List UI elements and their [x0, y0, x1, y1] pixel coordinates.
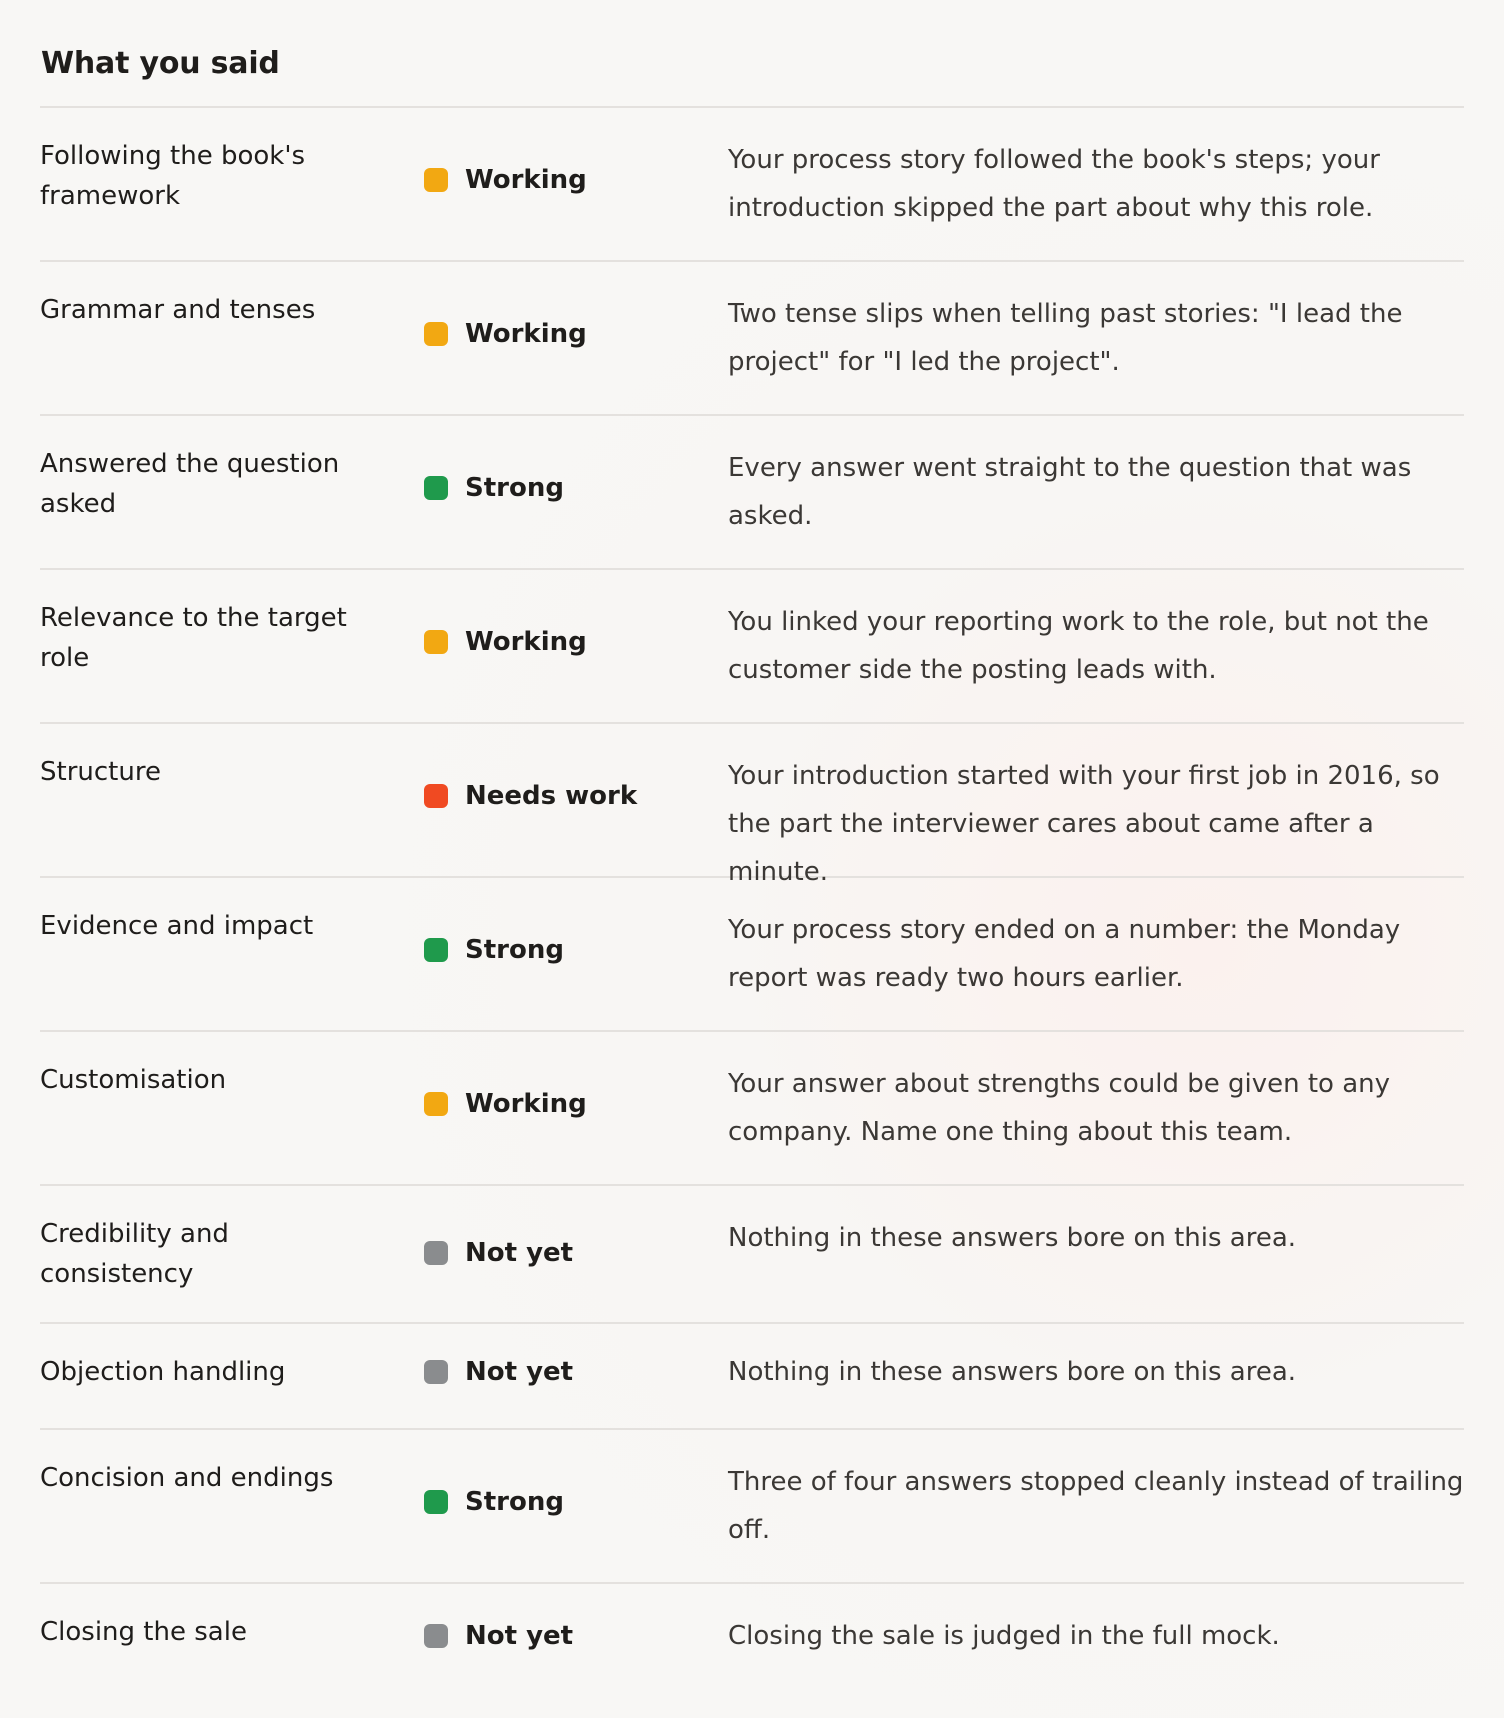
- status-badge: [424, 1233, 573, 1273]
- status-label: Working: [465, 627, 587, 657]
- status-label: Strong: [465, 473, 564, 503]
- status-badge: [424, 1084, 587, 1124]
- feedback-row: [40, 1186, 1464, 1324]
- status-dot-icon: [424, 630, 448, 654]
- status-label: Not yet: [465, 1357, 574, 1387]
- feedback-row: [40, 878, 1464, 1032]
- criterion-label: Answered the question asked: [40, 449, 340, 519]
- feedback-note: Your process story ended on a number: the Monday report was ready two hours earlier.: [728, 915, 1401, 993]
- feedback-row: [40, 1324, 1464, 1430]
- status-dot-icon: [424, 1241, 448, 1265]
- criterion-label: Customisation: [40, 1065, 227, 1095]
- feedback-row: [40, 416, 1464, 570]
- criterion-label: Following the book's framework: [40, 141, 306, 211]
- feedback-note: Nothing in these answers bore on this area.: [728, 1357, 1297, 1387]
- status-badge: [424, 1482, 564, 1522]
- criterion-label: Grammar and tenses: [40, 295, 316, 325]
- feedback-row: [40, 570, 1464, 724]
- feedback-note: Your answer about strengths could be given to any company. Name one thing about this team.: [728, 1069, 1390, 1147]
- status-dot-icon: [424, 476, 448, 500]
- feedback-note: You linked your reporting work to the role, but not the customer side the posting leads with.: [728, 607, 1429, 685]
- status-badge: [424, 776, 637, 816]
- feedback-note: Every answer went straight to the question that was asked.: [728, 453, 1412, 531]
- status-badge: [424, 468, 564, 508]
- status-label: Working: [465, 165, 587, 195]
- status-dot-icon: [424, 938, 448, 962]
- status-dot-icon: [424, 1360, 448, 1384]
- status-badge: [424, 622, 587, 662]
- status-label: Working: [465, 1089, 587, 1119]
- feedback-note: Three of four answers stopped cleanly instead of trailing off.: [728, 1467, 1464, 1545]
- criterion-label: Evidence and impact: [40, 911, 314, 941]
- status-dot-icon: [424, 1624, 448, 1648]
- status-dot-icon: [424, 1490, 448, 1514]
- feedback-row: [40, 1584, 1464, 1690]
- status-badge: [424, 314, 587, 354]
- feedback-row: [40, 108, 1464, 262]
- status-label: Not yet: [465, 1621, 574, 1651]
- feedback-note: Two tense slips when telling past stories: "I lead the project" for "I led the project".: [728, 299, 1403, 377]
- criterion-label: Concision and endings: [40, 1463, 334, 1493]
- status-label: Not yet: [465, 1238, 574, 1268]
- status-badge: [424, 160, 587, 200]
- feedback-note: Your introduction started with your first job in 2016, so the part the interviewer cares about came after a minute.: [728, 761, 1440, 887]
- status-badge: [424, 1616, 573, 1656]
- feedback-row: [40, 724, 1464, 887]
- status-badge: [424, 1352, 573, 1392]
- feedback-row: [40, 262, 1464, 416]
- criterion-label: Structure: [40, 757, 161, 787]
- section-title: What you said: [41, 46, 280, 81]
- status-label: Working: [465, 319, 587, 349]
- feedback-row: [40, 1032, 1464, 1186]
- criterion-label: Objection handling: [40, 1357, 286, 1387]
- status-label: Needs work: [465, 781, 638, 811]
- feedback-note: Closing the sale is judged in the full mock.: [728, 1621, 1280, 1651]
- criterion-label: Closing the sale: [40, 1617, 247, 1647]
- status-dot-icon: [424, 784, 448, 808]
- status-dot-icon: [424, 322, 448, 346]
- status-label: Strong: [465, 1487, 564, 1517]
- criterion-label: Credibility and consistency: [40, 1219, 229, 1289]
- status-label: Strong: [465, 935, 564, 965]
- status-dot-icon: [424, 1092, 448, 1116]
- status-badge: [424, 930, 564, 970]
- feedback-note: Nothing in these answers bore on this area.: [728, 1223, 1297, 1253]
- criterion-label: Relevance to the target role: [40, 603, 347, 673]
- status-dot-icon: [424, 168, 448, 192]
- feedback-note: Your process story followed the book's steps; your introduction skipped the part about why this role.: [728, 145, 1380, 223]
- feedback-row: [40, 1430, 1464, 1584]
- feedback-list: [40, 108, 1464, 1690]
